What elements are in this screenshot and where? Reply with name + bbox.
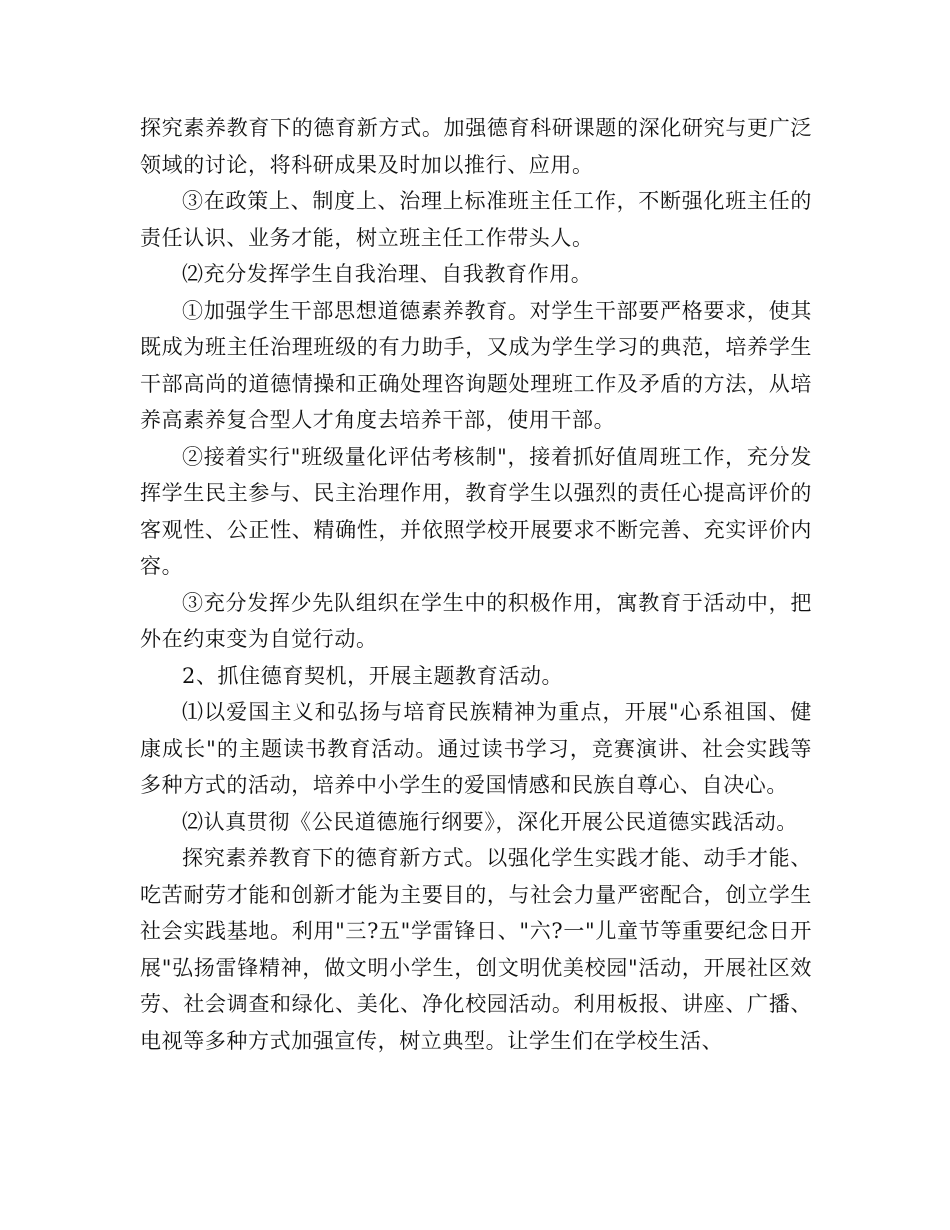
paragraph-9: ⑵认真贯彻《公民道德施行纲要》，深化开展公民道德实践活动。 [182,809,798,834]
paragraph-4: ①加强学生干部思想道德素养教育。对学生干部要严格要求，使其既成为班主任治理班级的有力助手，又成为学生学习的典范，培养学生干部高尚的道德情操和正确处理咨询题处理班工作及矛盾的方法，从培养高素养复合型人才角度去培养干部，使用干部。 [140,298,812,432]
document-body [140,110,812,1059]
paragraph-5: ②接着实行"班级量化评估考核制"，接着抓好值周班工作，充分发挥学生民主参与、民主治理作用，教育学生以强烈的责任心提高评价的客观性、公正性、精确性，并依照学校开展要求不断完善、充实评价内容。 [140,444,812,578]
paragraph-1: 探究素养教育下的德育新方式。加强德育科研课题的深化研究与更广泛领域的讨论，将科研成果及时加以推行、应用。 [140,116,812,177]
paragraph-10: 探究素养教育下的德育新方式。以强化学生实践才能、动手才能、吃苦耐劳才能和创新才能为主要目的，与社会力量严密配合，创立学生社会实践基地。利用"三?五"学雷锋日、"六?一"儿童节等重要纪念日开展"弘扬雷锋精神，做文明小学生，创文明优美校园"活动，开展社区效劳、社会调查和绿化、美化、净化校园活动。利用板报、讲座、广播、电视等多种方式加强宣传，树立典型。让学生们在学校生活、 [140,846,812,1053]
paragraph-2: ③在政策上、制度上、治理上标准班主任工作，不断强化班主任的责任认识、业务才能，树立班主任工作带头人。 [140,189,812,250]
paragraph-8: ⑴以爱国主义和弘扬与培育民族精神为重点，开展"心系祖国、健康成长"的主题读书教育活动。通过读书学习，竞赛演讲、社会实践等多种方式的活动，培养中小学生的爱国情感和民族自尊心、自决心。 [140,700,812,797]
paragraph-7: 2、抓住德育契机，开展主题教育活动。 [182,663,564,688]
paragraph-6: ③充分发挥少先队组织在学生中的积极作用，寓教育于活动中，把外在约束变为自觉行动。 [140,590,812,651]
paragraph-3: ⑵充分发挥学生自我治理、自我教育作用。 [182,262,593,286]
